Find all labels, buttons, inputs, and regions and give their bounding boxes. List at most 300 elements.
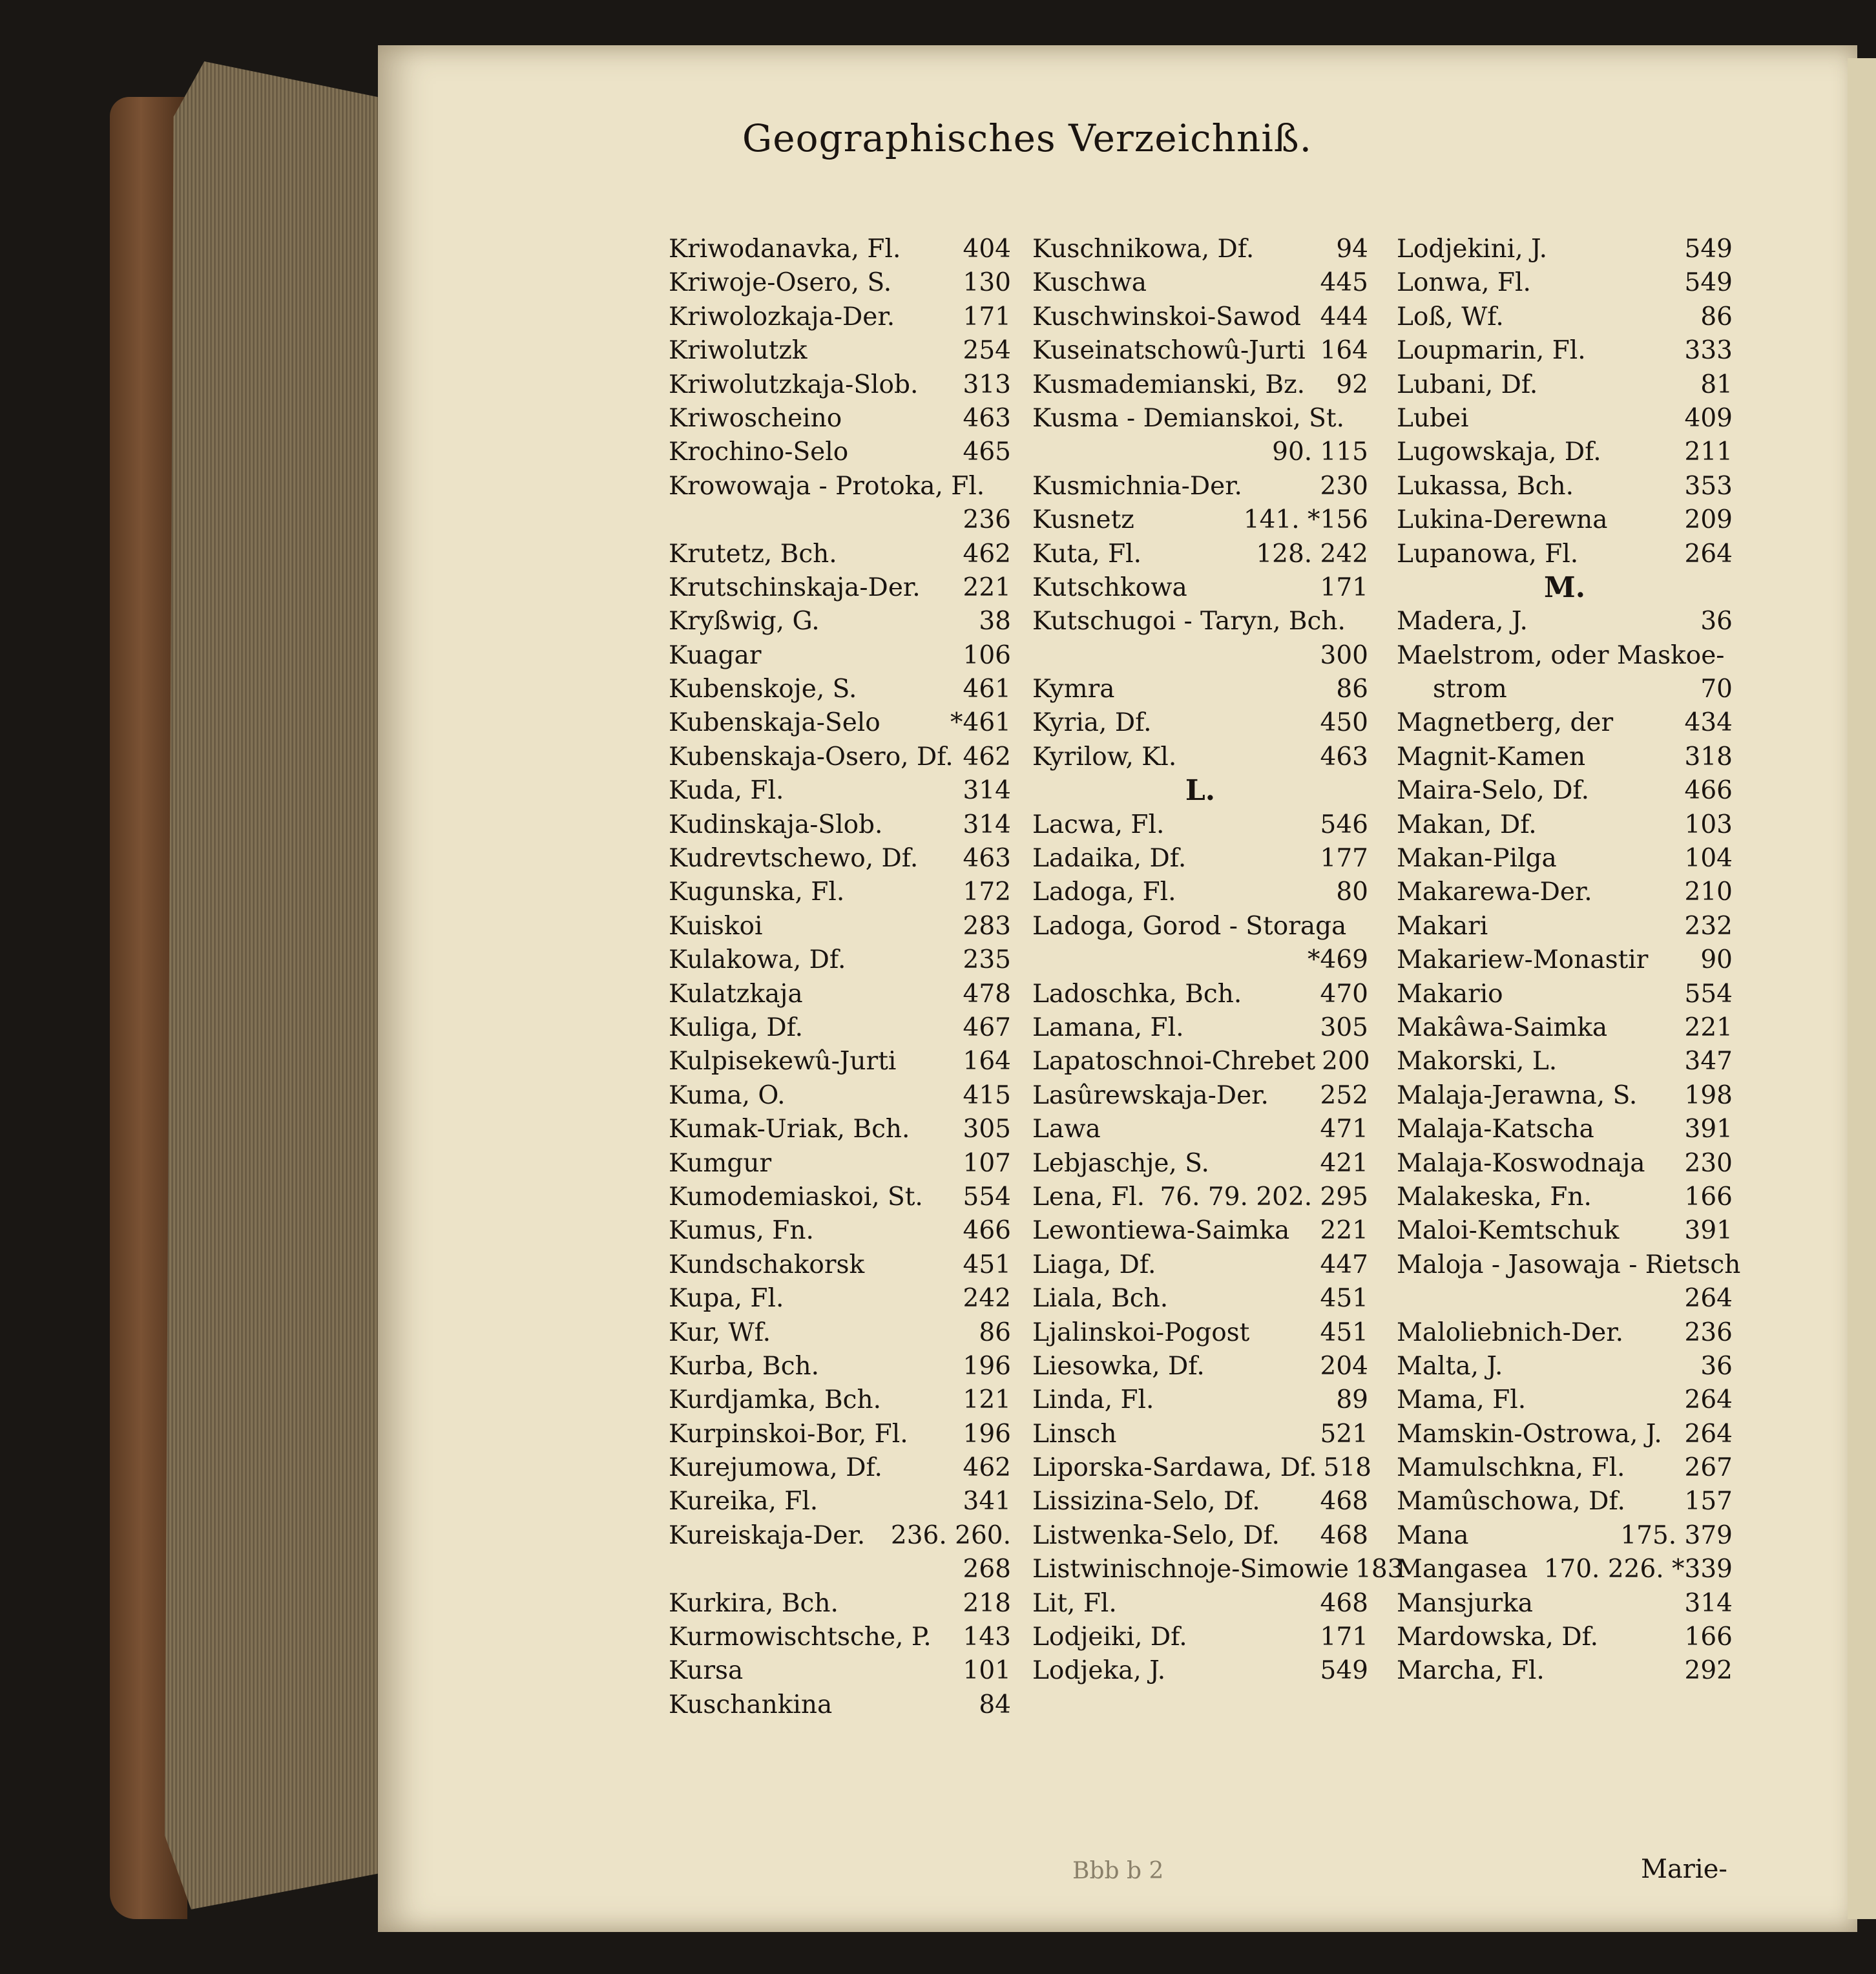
page-number: 36 bbox=[1700, 607, 1733, 636]
page-number: 252 bbox=[1320, 1080, 1368, 1110]
entry-name: Makariew-Monastir bbox=[1397, 945, 1649, 975]
page-number: 462 bbox=[963, 742, 1011, 772]
index-entry bbox=[1032, 1553, 1404, 1586]
entry-name: Lebjaschje, S. bbox=[1032, 1148, 1209, 1178]
entry-name: Ladoga, Gorod - Storaga bbox=[1032, 911, 1347, 941]
page-number: 166 bbox=[1684, 1622, 1733, 1652]
page-number: 314 bbox=[963, 810, 1011, 839]
entry-name: Kumodemiaskoi, St. bbox=[669, 1182, 923, 1212]
page-number: 554 bbox=[963, 1182, 1011, 1212]
index-entry bbox=[1397, 233, 1733, 266]
index-entry bbox=[669, 706, 1011, 740]
page-number: 391 bbox=[1684, 1115, 1733, 1144]
index-entry bbox=[669, 978, 1011, 1011]
entry-name: Listwenka-Selo, Df. bbox=[1032, 1520, 1280, 1550]
page-number: 70 bbox=[1700, 675, 1733, 704]
page-number: 236 bbox=[1684, 1318, 1733, 1347]
page-edges bbox=[165, 61, 384, 1909]
index-entry bbox=[1397, 740, 1733, 774]
page-number: 235 bbox=[963, 945, 1011, 975]
entry-name: Lukina-Derewna bbox=[1397, 505, 1608, 535]
entry-name: Kriwolutzkaja-Slob. bbox=[669, 370, 919, 399]
entry-name: Lamana, Fl. bbox=[1032, 1013, 1184, 1042]
entry-name: Kuiskoi bbox=[669, 911, 763, 941]
index-entry bbox=[1397, 300, 1733, 334]
entry-name: Lodjekini, J. bbox=[1397, 235, 1548, 264]
entry-name: Mamskin-Ostrowa, J. bbox=[1397, 1419, 1662, 1449]
entry-name: strom bbox=[1433, 675, 1507, 704]
entry-name: Mardowska, Df. bbox=[1397, 1622, 1599, 1652]
index-entry bbox=[669, 774, 1011, 808]
page-number: 175. 379 bbox=[1620, 1520, 1733, 1550]
entry-name: Lena, Fl. bbox=[1032, 1182, 1145, 1212]
index-entry bbox=[1032, 1147, 1368, 1181]
index-entry bbox=[1397, 1045, 1733, 1078]
page-number: 283 bbox=[963, 911, 1011, 941]
page-number: 164 bbox=[1320, 336, 1368, 366]
page-number: 121 bbox=[963, 1385, 1011, 1415]
page-number: 478 bbox=[963, 979, 1011, 1009]
entry-name: Lapatoschnoi-Chrebet bbox=[1032, 1047, 1316, 1076]
index-entry bbox=[669, 1621, 1011, 1654]
index-entry bbox=[669, 538, 1011, 571]
index-entry bbox=[669, 368, 1011, 402]
index-entry bbox=[1397, 1350, 1733, 1383]
entry-name: Kugunska, Fl. bbox=[669, 877, 845, 907]
entry-name: Kundschakorsk bbox=[669, 1250, 865, 1279]
entry-name: Lubani, Df. bbox=[1397, 370, 1538, 399]
index-entry bbox=[1032, 334, 1368, 368]
entry-name: Lukassa, Bch. bbox=[1397, 471, 1574, 501]
entry-name: Loß, Wf. bbox=[1397, 302, 1504, 331]
entry-name: Kusmademianski, Bz. bbox=[1032, 370, 1306, 399]
index-entry bbox=[1397, 1418, 1733, 1451]
entry-name: Kuma, O. bbox=[669, 1080, 786, 1110]
index-entry bbox=[1397, 1654, 1733, 1688]
page-number: 267 bbox=[1684, 1453, 1733, 1483]
index-entry bbox=[669, 673, 1011, 706]
index-entry bbox=[1397, 1451, 1733, 1485]
page-number: 461 bbox=[963, 675, 1011, 704]
page-number: 141. *156 bbox=[1243, 505, 1368, 535]
page-number: 196 bbox=[963, 1419, 1011, 1449]
entry-name: Kusmichnia-Der. bbox=[1032, 471, 1242, 501]
entry-name: Kuda, Fl. bbox=[669, 776, 784, 806]
index-entry bbox=[1397, 1113, 1733, 1146]
entry-name: Linda, Fl. bbox=[1032, 1385, 1154, 1415]
entry-name: Lasûrewskaja-Der. bbox=[1032, 1080, 1269, 1110]
index-entry bbox=[669, 1011, 1011, 1045]
entry-name: Makarewa-Der. bbox=[1397, 877, 1592, 907]
index-entry bbox=[1032, 1282, 1368, 1316]
entry-name: Lissizina-Selo, Df. bbox=[1032, 1487, 1260, 1517]
page-number: 305 bbox=[1320, 1013, 1368, 1042]
page-number: 130 bbox=[963, 268, 1011, 298]
index-entry bbox=[1032, 1214, 1368, 1248]
index-entry bbox=[1397, 842, 1733, 876]
page-number: 38 bbox=[979, 607, 1011, 636]
page-number: 209 bbox=[1684, 505, 1733, 535]
entry-name: Loupmarin, Fl. bbox=[1397, 336, 1586, 366]
page-number: *469 bbox=[1308, 945, 1368, 975]
index-entry bbox=[1032, 300, 1368, 334]
page-number: 221 bbox=[1320, 1216, 1368, 1246]
index-entry bbox=[1397, 1587, 1733, 1621]
index-entry bbox=[1032, 368, 1368, 402]
index-entry bbox=[669, 910, 1011, 943]
index-entry bbox=[669, 300, 1011, 334]
page-number: 314 bbox=[963, 776, 1011, 806]
index-entry bbox=[669, 808, 1011, 842]
entry-name: Kulakowa, Df. bbox=[669, 945, 846, 975]
entry-name: Ljalinskoi-Pogost bbox=[1032, 1318, 1250, 1347]
entry-name: Maloi-Kemtschuk bbox=[1397, 1216, 1620, 1246]
entry-name: Makâwa-Saimka bbox=[1397, 1013, 1608, 1042]
page-number: 106 bbox=[963, 640, 1011, 670]
page-number: 107 bbox=[963, 1148, 1011, 1178]
entry-name: Linsch bbox=[1032, 1419, 1117, 1449]
entry-name: Kubenskaja-Selo bbox=[669, 708, 881, 738]
entry-name: Liporska-Sardawa, Df. bbox=[1032, 1453, 1317, 1483]
page-number: 549 bbox=[1320, 1656, 1368, 1686]
page-number: 221 bbox=[963, 572, 1011, 602]
entry-name: Kupa, Fl. bbox=[669, 1284, 784, 1314]
page-number: 157 bbox=[1684, 1487, 1733, 1517]
page-number: 171 bbox=[1320, 1622, 1368, 1652]
index-entry bbox=[1032, 876, 1368, 909]
entry-name: Kumus, Fn. bbox=[669, 1216, 814, 1246]
index-entry bbox=[1397, 1553, 1733, 1586]
entry-name: Mamulschkna, Fl. bbox=[1397, 1453, 1625, 1483]
page-number: 462 bbox=[963, 539, 1011, 569]
entry-name: Kurba, Bch. bbox=[669, 1351, 820, 1381]
page-number: 466 bbox=[1684, 776, 1733, 806]
page-number: 463 bbox=[963, 403, 1011, 433]
page-number: 521 bbox=[1320, 1419, 1368, 1449]
index-entry bbox=[1032, 1519, 1368, 1553]
entry-name: Listwinischnoje-Simowie bbox=[1032, 1555, 1350, 1584]
page-number: 84 bbox=[979, 1690, 1011, 1719]
index-entry bbox=[669, 1316, 1011, 1350]
index-entry bbox=[669, 1383, 1011, 1417]
page-number: 103 bbox=[1684, 810, 1733, 839]
entry-name: Kursa bbox=[669, 1656, 744, 1686]
index-entry bbox=[1397, 1383, 1733, 1417]
page-number: 554 bbox=[1684, 979, 1733, 1009]
entry-name: Mama, Fl. bbox=[1397, 1385, 1527, 1415]
page-number: 177 bbox=[1320, 844, 1368, 874]
index-entry bbox=[1032, 1248, 1368, 1282]
page-number: 333 bbox=[1684, 336, 1733, 366]
entry-name: Kur, Wf. bbox=[669, 1318, 771, 1347]
index-entry bbox=[1397, 1248, 1741, 1282]
index-entry bbox=[1032, 402, 1368, 436]
index-entry bbox=[1032, 1654, 1368, 1688]
page-number: 549 bbox=[1684, 268, 1733, 298]
page-number: 391 bbox=[1684, 1216, 1733, 1246]
page-number: 300 bbox=[1320, 640, 1368, 670]
index-entry bbox=[1397, 1079, 1733, 1113]
entry-name: Kuliga, Df. bbox=[669, 1013, 804, 1042]
index-entry bbox=[1032, 571, 1368, 605]
page-number: 445 bbox=[1320, 268, 1368, 298]
index-entry bbox=[1032, 1316, 1368, 1350]
page-number: 444 bbox=[1320, 302, 1368, 331]
entry-name: Makan-Pilga bbox=[1397, 844, 1557, 874]
index-entry bbox=[1397, 266, 1733, 300]
index-entry bbox=[1397, 1214, 1733, 1248]
page-number: 549 bbox=[1684, 235, 1733, 264]
index-entry bbox=[669, 1688, 1011, 1722]
page-number: 242 bbox=[963, 1284, 1011, 1314]
entry-name: Kusnetz bbox=[1032, 505, 1134, 535]
entry-name: Malaja-Jerawna, S. bbox=[1397, 1080, 1638, 1110]
page-number: 230 bbox=[1320, 471, 1368, 501]
entry-name: Maelstrom, oder Maskoe- bbox=[1397, 640, 1725, 670]
index-entry bbox=[1032, 978, 1368, 1011]
entry-name: Malta, J. bbox=[1397, 1351, 1503, 1381]
page-number: 415 bbox=[963, 1080, 1011, 1110]
entry-name: Krowowaja - Protoka, Fl. bbox=[669, 471, 985, 501]
index-entry bbox=[669, 1451, 1011, 1485]
index-column-3 bbox=[1397, 233, 1741, 1688]
page-number: 81 bbox=[1700, 370, 1733, 399]
page-number: 104 bbox=[1684, 844, 1733, 874]
index-entry bbox=[1397, 402, 1733, 436]
entry-name: Kuschwinskoi-Sawod bbox=[1032, 302, 1301, 331]
index-entry bbox=[1397, 538, 1733, 571]
entry-name: Mamûschowa, Df. bbox=[1397, 1487, 1625, 1517]
page-number: 204 bbox=[1320, 1351, 1368, 1381]
entry-name: Lupanowa, Fl. bbox=[1397, 539, 1579, 569]
page-number: 211 bbox=[1684, 437, 1733, 467]
entry-name: Kryßwig, G. bbox=[669, 607, 820, 636]
page-number: 172 bbox=[963, 877, 1011, 907]
page-number: 210 bbox=[1684, 877, 1733, 907]
entry-name: Lonwa, Fl. bbox=[1397, 268, 1531, 298]
index-entry bbox=[669, 1654, 1011, 1688]
page-number: 236. 260. bbox=[890, 1520, 1011, 1550]
entry-name: Kurkira, Bch. bbox=[669, 1588, 839, 1618]
page-number: 36 bbox=[1700, 1351, 1733, 1381]
entry-name: Kudrevtschewo, Df. bbox=[669, 844, 919, 874]
section-letter: L. bbox=[1185, 774, 1216, 808]
index-entry bbox=[669, 1147, 1011, 1181]
page-number: 76. 79. 202. 295 bbox=[1160, 1182, 1368, 1212]
index-entry bbox=[669, 1079, 1011, 1113]
index-entry bbox=[669, 639, 1011, 673]
index-entry bbox=[1032, 639, 1368, 673]
entry-name: Mangasea bbox=[1397, 1555, 1528, 1584]
index-entry bbox=[669, 1214, 1011, 1248]
index-entry bbox=[1397, 1147, 1733, 1181]
entry-name: Kubenskaja-Osero, Df. bbox=[669, 742, 954, 772]
index-entry bbox=[669, 1587, 1011, 1621]
page-number: 143 bbox=[963, 1622, 1011, 1652]
entry-name: Kurpinskoi-Bor, Fl. bbox=[669, 1419, 908, 1449]
index-entry bbox=[669, 233, 1011, 266]
page-header: Geographisches Verzeichniß. bbox=[742, 116, 1313, 160]
entry-name: Lewontiewa-Saimka bbox=[1032, 1216, 1290, 1246]
entry-name: Kriwodanavka, Fl. bbox=[669, 235, 901, 264]
index-entry bbox=[1032, 1587, 1368, 1621]
index-entry bbox=[669, 1519, 1011, 1553]
index-entry bbox=[1397, 470, 1733, 503]
entry-name: Makario bbox=[1397, 979, 1503, 1009]
page-number: 92 bbox=[1336, 370, 1368, 399]
page-number: 264 bbox=[1684, 539, 1733, 569]
page-number: 166 bbox=[1684, 1182, 1733, 1212]
index-entry bbox=[1032, 1045, 1368, 1078]
page-number: 90 bbox=[1700, 945, 1733, 975]
index-entry bbox=[669, 842, 1011, 876]
index-entry bbox=[1397, 1485, 1733, 1518]
entry-name: Kriwolutzk bbox=[669, 336, 808, 366]
index-entry bbox=[1397, 943, 1733, 977]
entry-name: Lacwa, Fl. bbox=[1032, 810, 1165, 839]
index-entry bbox=[1032, 436, 1368, 469]
page-number: 451 bbox=[963, 1250, 1011, 1279]
entry-name: Liaga, Df. bbox=[1032, 1250, 1156, 1279]
entry-name: Makan, Df. bbox=[1397, 810, 1537, 839]
entry-name: Kriwoje-Osero, S. bbox=[669, 268, 892, 298]
page-number: 232 bbox=[1684, 911, 1733, 941]
entry-name: Kuta, Fl. bbox=[1032, 539, 1142, 569]
entry-name: Kureiskaja-Der. bbox=[669, 1520, 866, 1550]
entry-name: Lawa bbox=[1032, 1115, 1101, 1144]
index-entry bbox=[669, 1350, 1011, 1383]
index-entry bbox=[669, 1553, 1011, 1586]
page-number: 546 bbox=[1320, 810, 1368, 839]
page-number: 465 bbox=[963, 437, 1011, 467]
page-number: 313 bbox=[963, 370, 1011, 399]
index-entry bbox=[1032, 1451, 1371, 1485]
page-number: 90. 115 bbox=[1272, 437, 1368, 467]
page-number: 264 bbox=[1684, 1385, 1733, 1415]
entry-name: Kuschwa bbox=[1032, 268, 1147, 298]
index-entry bbox=[1397, 1011, 1733, 1045]
page-number: 86 bbox=[1336, 675, 1368, 704]
entry-name: Kyria, Df. bbox=[1032, 708, 1152, 738]
section-letter: M. bbox=[1543, 571, 1586, 604]
entry-name: Malaja-Katscha bbox=[1397, 1115, 1594, 1144]
index-entry bbox=[1032, 740, 1368, 774]
page-number: 264 bbox=[1684, 1284, 1733, 1314]
page-number: 171 bbox=[963, 302, 1011, 331]
index-entry bbox=[1397, 910, 1733, 943]
entry-name: Kyrilow, Kl. bbox=[1032, 742, 1177, 772]
index-entry bbox=[1032, 808, 1368, 842]
index-entry bbox=[669, 1113, 1011, 1146]
index-entry bbox=[669, 402, 1011, 436]
page-number: 462 bbox=[963, 1453, 1011, 1483]
index-entry bbox=[669, 1181, 1011, 1214]
entry-name: Kureika, Fl. bbox=[669, 1487, 818, 1517]
index-entry bbox=[1397, 639, 1733, 673]
page-number: 264 bbox=[1684, 1419, 1733, 1449]
page-number: 471 bbox=[1320, 1115, 1368, 1144]
page-number: 470 bbox=[1320, 979, 1368, 1009]
page-number: 94 bbox=[1336, 235, 1368, 264]
page-number: 466 bbox=[963, 1216, 1011, 1246]
index-entry bbox=[669, 1248, 1011, 1282]
index-entry bbox=[1397, 978, 1733, 1011]
page-number: 230 bbox=[1684, 1148, 1733, 1178]
page-number: 434 bbox=[1684, 708, 1733, 738]
entry-name: Lit, Fl. bbox=[1032, 1588, 1117, 1618]
entry-name: Krochino-Selo bbox=[669, 437, 849, 467]
index-entry bbox=[1032, 1383, 1368, 1417]
index-column-2 bbox=[1032, 233, 1404, 1688]
index-entry bbox=[1397, 1621, 1733, 1654]
entry-name: Liesowka, Df. bbox=[1032, 1351, 1205, 1381]
index-entry bbox=[1397, 1181, 1733, 1214]
page-number: 447 bbox=[1320, 1250, 1368, 1279]
entry-name: Lugowskaja, Df. bbox=[1397, 437, 1601, 467]
index-entry bbox=[1032, 503, 1368, 537]
entry-name: Kumak-Uriak, Bch. bbox=[669, 1115, 910, 1144]
entry-name: Kurmowischtsche, P. bbox=[669, 1622, 932, 1652]
index-entry bbox=[669, 1485, 1011, 1518]
entry-name: Ladoschka, Bch. bbox=[1032, 979, 1242, 1009]
index-entry bbox=[1397, 706, 1733, 740]
index-entry bbox=[669, 1282, 1011, 1316]
index-entry bbox=[669, 266, 1011, 300]
page-number: 305 bbox=[963, 1115, 1011, 1144]
index-entry bbox=[669, 1045, 1011, 1078]
index-entry bbox=[1397, 503, 1733, 537]
index-entry bbox=[669, 503, 1011, 537]
entry-name: Liala, Bch. bbox=[1032, 1284, 1169, 1314]
entry-name: Ladaika, Df. bbox=[1032, 844, 1187, 874]
index-entry bbox=[1397, 808, 1733, 842]
index-entry bbox=[1032, 673, 1368, 706]
entry-name: Kymra bbox=[1032, 675, 1115, 704]
page-number: 86 bbox=[1700, 302, 1733, 331]
page-number: 198 bbox=[1684, 1080, 1733, 1110]
page-number: 236 bbox=[963, 505, 1011, 535]
entry-name: Magnit-Kamen bbox=[1397, 742, 1586, 772]
entry-name: Kuschankina bbox=[669, 1690, 833, 1719]
index-entry bbox=[669, 605, 1011, 638]
entry-name: Kutschkowa bbox=[1032, 572, 1187, 602]
index-entry bbox=[669, 571, 1011, 605]
index-entry bbox=[1032, 538, 1368, 571]
catchword: Marie- bbox=[1641, 1854, 1727, 1884]
page-number: 451 bbox=[1320, 1284, 1368, 1314]
entry-name: Kurdjamka, Bch. bbox=[669, 1385, 882, 1415]
entry-name: Madera, J. bbox=[1397, 607, 1528, 636]
entry-name: Kumgur bbox=[669, 1148, 772, 1178]
entry-name: Kulpisekewû-Jurti bbox=[669, 1047, 897, 1076]
entry-name: Kurejumowa, Df. bbox=[669, 1453, 882, 1483]
facing-page-edge bbox=[1848, 58, 1876, 1919]
page-number: 518 bbox=[1323, 1453, 1371, 1483]
page-number: 86 bbox=[979, 1318, 1011, 1347]
signature-mark: Bbb b 2 bbox=[1072, 1858, 1164, 1884]
page-number: 451 bbox=[1320, 1318, 1368, 1347]
index-entry bbox=[669, 1418, 1011, 1451]
page-number: 468 bbox=[1320, 1487, 1368, 1517]
entry-name: Makari bbox=[1397, 911, 1488, 941]
entry-name: Lodjeiki, Df. bbox=[1032, 1622, 1187, 1652]
index-entry bbox=[1397, 436, 1733, 469]
index-entry bbox=[1032, 1485, 1368, 1518]
page-number: 183 bbox=[1355, 1555, 1404, 1584]
page-number: 404 bbox=[963, 235, 1011, 264]
page-number: 463 bbox=[963, 844, 1011, 874]
entry-name: Kuseinatschowû-Jurti bbox=[1032, 336, 1306, 366]
